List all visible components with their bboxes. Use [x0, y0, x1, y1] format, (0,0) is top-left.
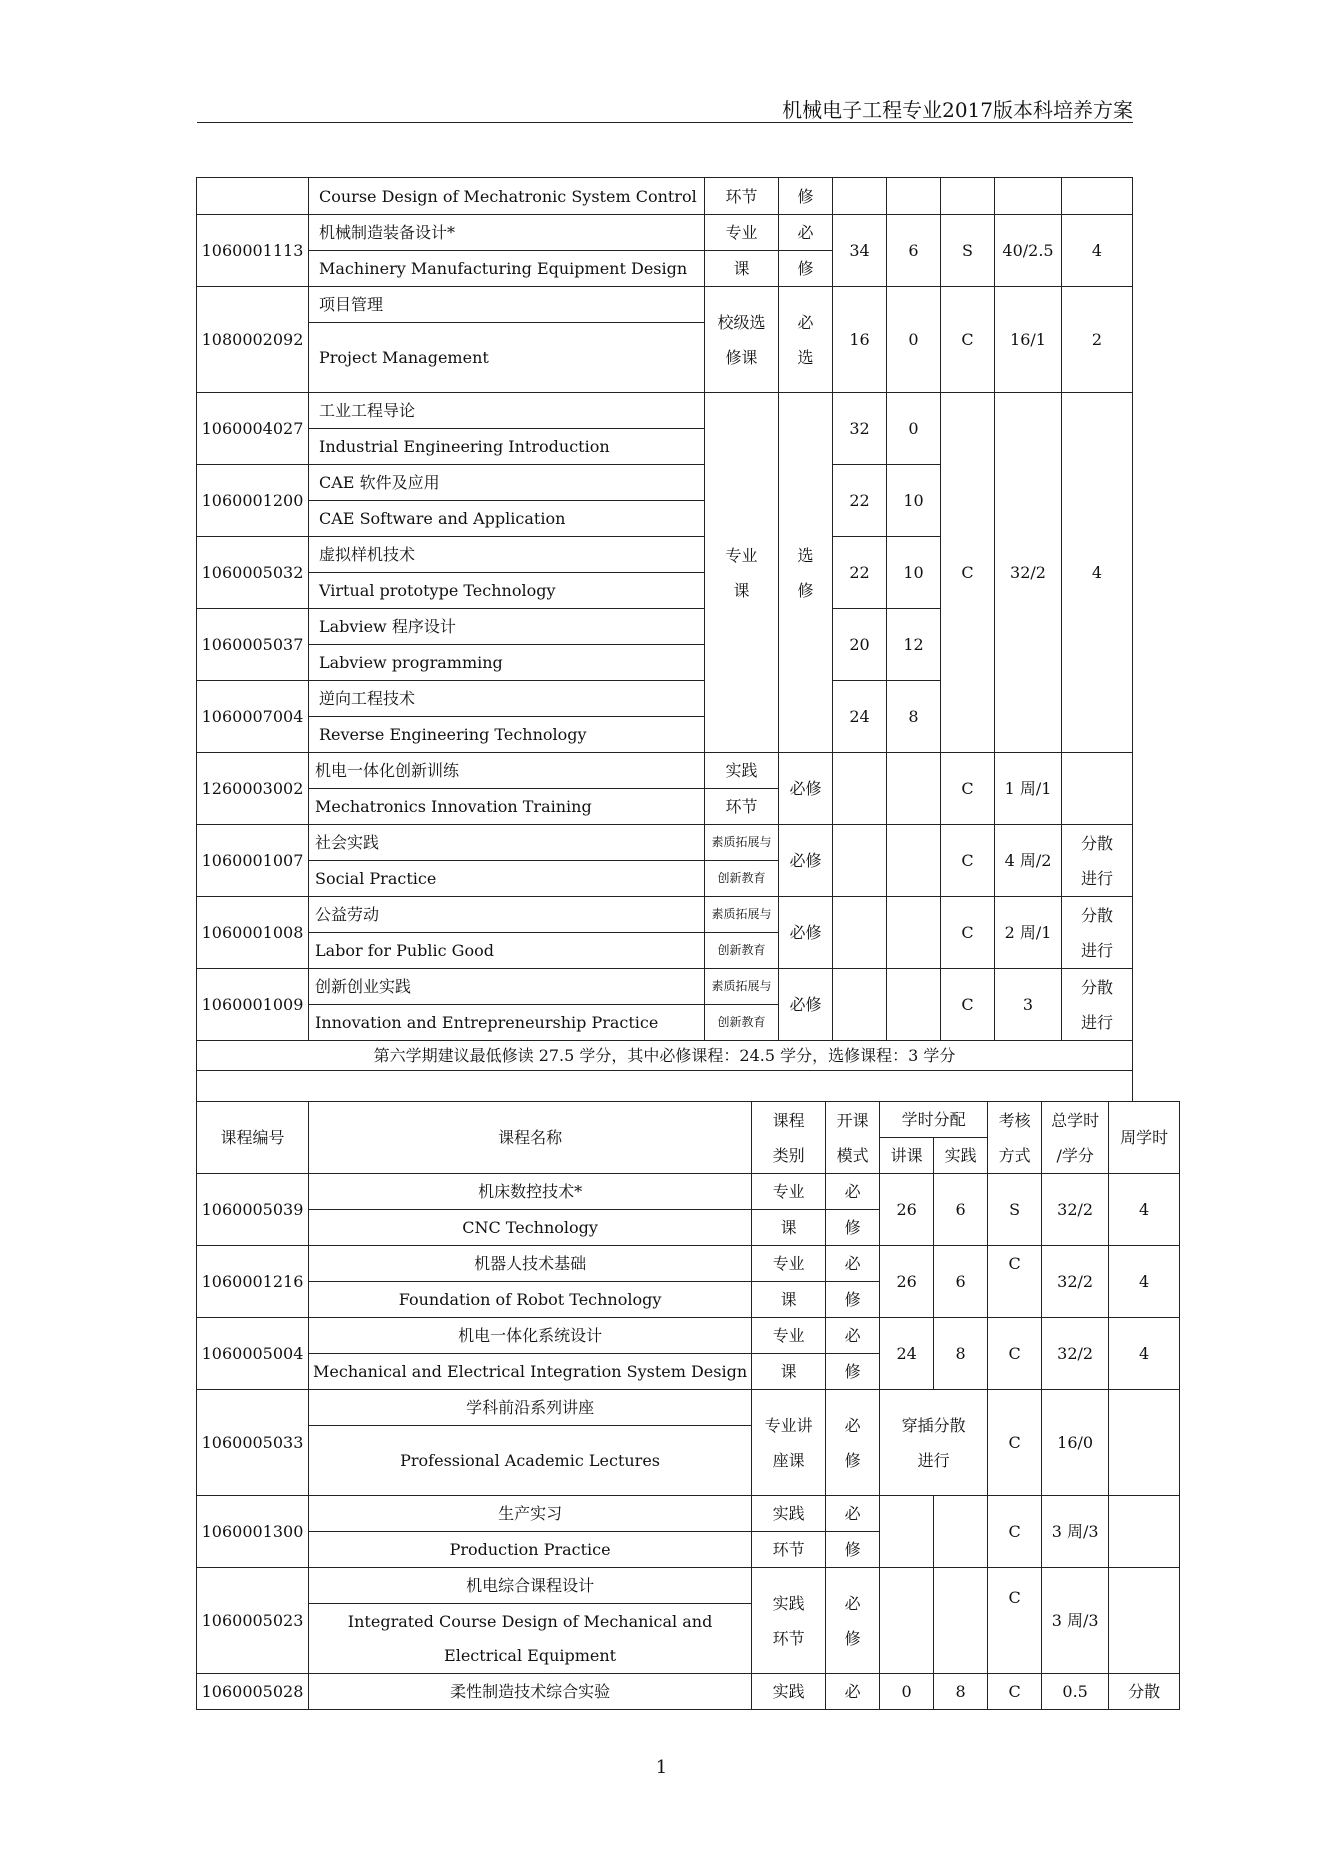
practice-hours: 8	[934, 1674, 988, 1710]
course-mode: 修	[779, 251, 833, 287]
course-type: 素质拓展与	[705, 897, 779, 933]
spacer-row	[197, 1071, 1133, 1101]
course-code: 1060001009	[197, 969, 309, 1041]
lecture-hours: 20	[833, 609, 887, 681]
course-code: 1060005039	[197, 1174, 309, 1246]
course-mode: 修	[826, 1532, 880, 1568]
table-row	[197, 1174, 1180, 1210]
course-code: 1060001007	[197, 825, 309, 897]
course-type: 课	[752, 1282, 826, 1318]
hours-note: 穿插分散 进行	[880, 1390, 988, 1496]
table-row	[197, 1318, 1180, 1354]
course-name-cn: 机电一体化系统设计	[309, 1318, 752, 1354]
total-hours-credits: 32/2	[1042, 1174, 1109, 1246]
course-code: 1060005033	[197, 1390, 309, 1496]
course-table-top	[196, 177, 1133, 1101]
summary-row	[197, 1041, 1133, 1071]
course-type: 专业	[752, 1318, 826, 1354]
course-code: 1060004027	[197, 393, 309, 465]
course-code: 1060005037	[197, 609, 309, 681]
lecture-hours: 22	[833, 537, 887, 609]
table-row	[197, 1246, 1180, 1282]
course-code: 1060005023	[197, 1568, 309, 1674]
course-code: 1060005032	[197, 537, 309, 609]
total-hours-credits: 16/0	[1042, 1390, 1109, 1496]
course-mode: 必	[826, 1174, 880, 1210]
practice-hours: 12	[887, 609, 941, 681]
course-type: 专业	[752, 1246, 826, 1282]
page-header	[197, 92, 1133, 123]
course-name-en: Foundation of Robot Technology	[309, 1282, 752, 1318]
page-number: 1	[655, 1757, 668, 1778]
header-row	[197, 1102, 1180, 1138]
course-type: 课	[705, 251, 779, 287]
course-name-en: CAE Software and Application	[309, 501, 705, 537]
course-name-cn: 虚拟样机技术	[309, 537, 705, 573]
course-mode: 必 修	[826, 1568, 880, 1674]
lecture-hours: 16	[833, 287, 887, 393]
course-name-cn: Labview 程序设计	[309, 609, 705, 645]
header-weekly: 周学时	[1109, 1102, 1180, 1174]
header-type: 课程 类别	[752, 1102, 826, 1174]
total-hours-credits: 1 周/1	[995, 753, 1062, 825]
course-name-en: Mechanical and Electrical Integration System Design	[309, 1354, 752, 1390]
course-name-en: Social Practice	[309, 861, 705, 897]
practice-hours: 8	[934, 1318, 988, 1390]
assessment: C	[941, 393, 995, 753]
lecture-hours: 26	[880, 1174, 934, 1246]
course-code: 1060001008	[197, 897, 309, 969]
course-name-en: Reverse Engineering Technology	[309, 717, 705, 753]
total-hours-credits: 0.5	[1042, 1674, 1109, 1710]
course-name-en: Mechatronics Innovation Training	[309, 789, 705, 825]
practice-hours: 10	[887, 537, 941, 609]
course-name-en: Virtual prototype Technology	[309, 573, 705, 609]
practice-hours: 6	[887, 215, 941, 287]
course-name-en: Professional Academic Lectures	[309, 1426, 752, 1496]
table-row	[197, 1674, 1180, 1710]
course-code: 1060001300	[197, 1496, 309, 1568]
assessment: C	[988, 1318, 1042, 1390]
header-code: 课程编号	[197, 1102, 309, 1174]
course-name-en: Integrated Course Design of Mechanical and Electrical Equipment	[309, 1604, 752, 1674]
header-lecture: 讲课	[880, 1138, 934, 1174]
course-name-en: Innovation and Entrepreneurship Practice	[309, 1005, 705, 1041]
total-hours-credits: 2 周/1	[995, 897, 1062, 969]
weekly-hours: 4	[1109, 1174, 1180, 1246]
course-mode: 选 修	[779, 393, 833, 753]
course-type: 环节	[705, 178, 779, 215]
table-row	[197, 393, 1133, 429]
course-mode: 修	[779, 178, 833, 215]
weekly-hours: 4	[1062, 393, 1133, 753]
lecture-hours: 32	[833, 393, 887, 465]
header-name: 课程名称	[309, 1102, 752, 1174]
course-type: 实践	[752, 1674, 826, 1710]
course-mode: 修	[826, 1282, 880, 1318]
course-name-cn: 创新创业实践	[309, 969, 705, 1005]
weekly-hours: 分散	[1109, 1674, 1180, 1710]
course-name-en: Labview programming	[309, 645, 705, 681]
table-row	[197, 897, 1133, 933]
course-name-cn: 工业工程导论	[309, 393, 705, 429]
course-mode: 必	[779, 215, 833, 251]
header-title: 机械电子工程专业2017版本科培养方案	[782, 98, 1133, 122]
course-name-en: Project Management	[309, 323, 705, 393]
course-mode: 必修	[779, 753, 833, 825]
assessment: C	[988, 1496, 1042, 1568]
course-mode: 必	[826, 1674, 880, 1710]
lecture-hours: 24	[880, 1318, 934, 1390]
course-code: 1080002092	[197, 287, 309, 393]
course-name-en: Labor for Public Good	[309, 933, 705, 969]
total-hours-credits: 3 周/3	[1042, 1496, 1109, 1568]
assessment: C	[941, 897, 995, 969]
weekly-hours: 2	[1062, 287, 1133, 393]
course-code: 1260003002	[197, 753, 309, 825]
course-mode: 必修	[779, 825, 833, 897]
assessment: C	[988, 1390, 1042, 1496]
course-name-cn: 机电综合课程设计	[309, 1568, 752, 1604]
course-type: 专业 课	[705, 393, 779, 753]
weekly-hours: 分散 进行	[1062, 897, 1133, 969]
course-code: 1060007004	[197, 681, 309, 753]
total-hours-credits: 40/2.5	[995, 215, 1062, 287]
course-name-cn: 学科前沿系列讲座	[309, 1390, 752, 1426]
course-mode: 必	[826, 1318, 880, 1354]
table-row	[197, 178, 1133, 215]
table-row	[197, 1568, 1180, 1604]
weekly-hours: 分散 进行	[1062, 825, 1133, 897]
lecture-hours: 24	[833, 681, 887, 753]
course-mode: 必修	[779, 969, 833, 1041]
weekly-hours: 分散 进行	[1062, 969, 1133, 1041]
practice-hours: 6	[934, 1246, 988, 1318]
course-type: 实践	[752, 1496, 826, 1532]
lecture-hours: 34	[833, 215, 887, 287]
table-row	[197, 287, 1133, 323]
practice-hours: 0	[887, 287, 941, 393]
course-name-cn: 逆向工程技术	[309, 681, 705, 717]
course-type: 环节	[705, 789, 779, 825]
course-name-cn: 机器人技术基础	[309, 1246, 752, 1282]
course-type: 创新教育	[705, 1005, 779, 1041]
course-name-cn: 机械制造装备设计*	[309, 215, 705, 251]
course-name-cn: CAE 软件及应用	[309, 465, 705, 501]
course-type: 创新教育	[705, 861, 779, 897]
assessment: S	[941, 215, 995, 287]
assessment: C	[941, 287, 995, 393]
course-name-cn: 柔性制造技术综合实验	[309, 1674, 752, 1710]
assessment: C	[941, 969, 995, 1041]
course-name-en: CNC Technology	[309, 1210, 752, 1246]
course-name-cn: 项目管理	[309, 287, 705, 323]
table-row	[197, 753, 1133, 789]
course-type: 创新教育	[705, 933, 779, 969]
course-type: 课	[752, 1210, 826, 1246]
semester-credit-summary: 第六学期建议最低修读 27.5 学分，其中必修课程：24.5 学分，选修课程：3 学分	[197, 1041, 1133, 1071]
table-row	[197, 215, 1133, 251]
course-type: 课	[752, 1354, 826, 1390]
course-name-en: Production Practice	[309, 1532, 752, 1568]
course-type: 素质拓展与	[705, 825, 779, 861]
course-type: 素质拓展与	[705, 969, 779, 1005]
course-mode: 必修	[779, 897, 833, 969]
course-name-en: Machinery Manufacturing Equipment Design	[309, 251, 705, 287]
course-name-cn: 社会实践	[309, 825, 705, 861]
course-type: 实践 环节	[752, 1568, 826, 1674]
course-mode: 必	[826, 1496, 880, 1532]
total-hours-credits: 3 周/3	[1042, 1568, 1109, 1674]
course-code: 1060005004	[197, 1318, 309, 1390]
course-code: 1060001113	[197, 215, 309, 287]
total-hours-credits: 3	[995, 969, 1062, 1041]
course-type: 专业讲座课	[752, 1390, 826, 1496]
course-code: 1060005028	[197, 1674, 309, 1710]
header-total: 总学时 /学分	[1042, 1102, 1109, 1174]
header-mode: 开课 模式	[826, 1102, 880, 1174]
table-row	[197, 969, 1133, 1005]
course-name-cn: 生产实习	[309, 1496, 752, 1532]
course-name-cn: 机电一体化创新训练	[309, 753, 705, 789]
weekly-hours: 4	[1109, 1318, 1180, 1390]
course-table-bottom	[196, 1101, 1180, 1710]
course-name-cn: 机床数控技术*	[309, 1174, 752, 1210]
header-assessment: 考核 方式	[988, 1102, 1042, 1174]
course-type: 校级选修课	[705, 287, 779, 393]
table-row	[197, 1390, 1180, 1426]
header-practice: 实践	[934, 1138, 988, 1174]
course-mode: 必 选	[779, 287, 833, 393]
header-hours-allocation: 学时分配	[880, 1102, 988, 1138]
course-mode: 必 修	[826, 1390, 880, 1496]
weekly-hours: 4	[1062, 215, 1133, 287]
table-row	[197, 1496, 1180, 1532]
total-hours-credits: 16/1	[995, 287, 1062, 393]
total-hours-credits: 32/2	[1042, 1318, 1109, 1390]
total-hours-credits: 32/2	[1042, 1246, 1109, 1318]
assessment: C	[941, 753, 995, 825]
practice-hours: 6	[934, 1174, 988, 1246]
weekly-hours: 4	[1109, 1246, 1180, 1318]
course-mode: 修	[826, 1210, 880, 1246]
assessment: S	[988, 1174, 1042, 1246]
course-name-en: Industrial Engineering Introduction	[309, 429, 705, 465]
total-hours-credits: 32/2	[995, 393, 1062, 753]
assessment: C	[988, 1568, 1042, 1674]
course-type: 实践	[705, 753, 779, 789]
lecture-hours: 0	[880, 1674, 934, 1710]
practice-hours: 0	[887, 393, 941, 465]
course-mode: 修	[826, 1354, 880, 1390]
assessment: C	[941, 825, 995, 897]
course-name-en: Course Design of Mechatronic System Control	[309, 178, 705, 215]
course-code: 1060001216	[197, 1246, 309, 1318]
table-row	[197, 825, 1133, 861]
practice-hours: 10	[887, 465, 941, 537]
course-mode: 必	[826, 1246, 880, 1282]
total-hours-credits: 4 周/2	[995, 825, 1062, 897]
assessment: C	[988, 1674, 1042, 1710]
lecture-hours: 26	[880, 1246, 934, 1318]
course-name-cn: 公益劳动	[309, 897, 705, 933]
course-type: 专业	[705, 215, 779, 251]
course-type: 专业	[752, 1174, 826, 1210]
course-type: 环节	[752, 1532, 826, 1568]
practice-hours: 8	[887, 681, 941, 753]
assessment: C	[988, 1246, 1042, 1318]
lecture-hours: 22	[833, 465, 887, 537]
course-code: 1060001200	[197, 465, 309, 537]
